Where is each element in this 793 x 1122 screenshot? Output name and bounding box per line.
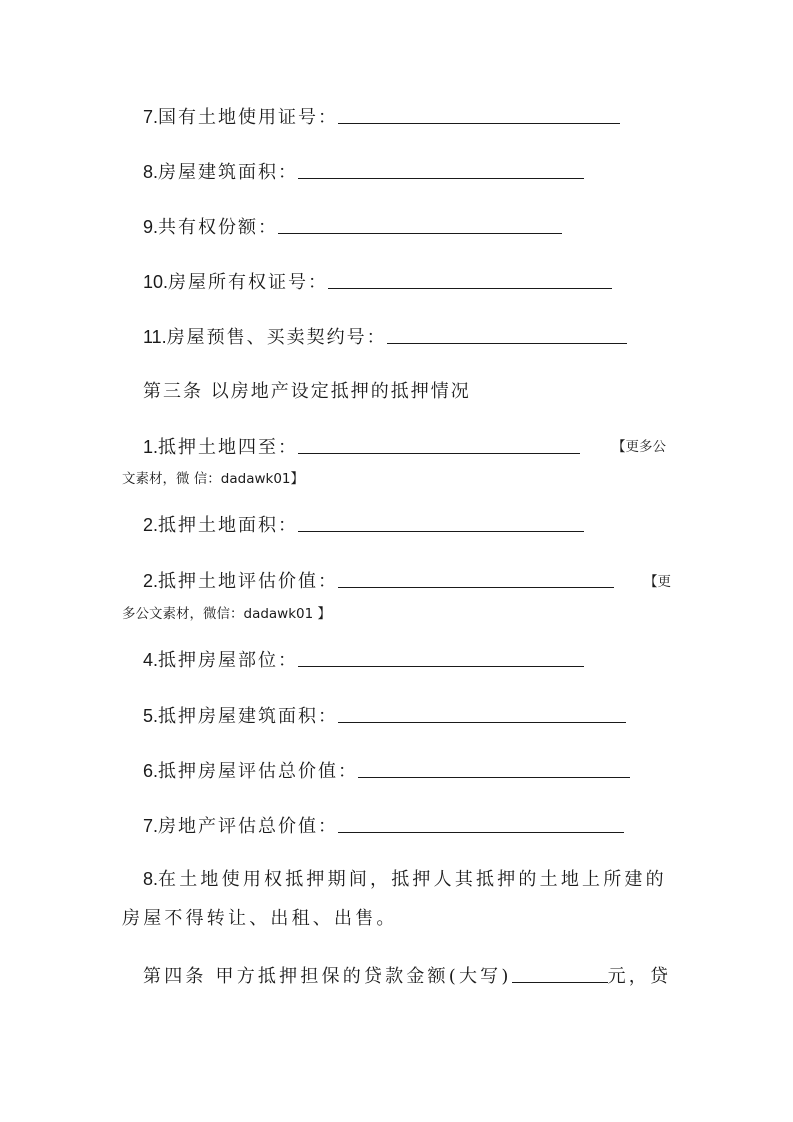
item-number: 11.	[143, 327, 167, 347]
item-label: 共有权份额：	[158, 217, 279, 238]
fill-in-blank[interactable]	[298, 435, 580, 454]
item-label: 抵押土地四至：	[158, 437, 299, 458]
fill-in-blank[interactable]	[338, 569, 614, 588]
article-heading	[143, 964, 671, 989]
promo-note: 【更	[644, 574, 671, 590]
item-number: 1.	[143, 437, 159, 457]
fill-in-blank[interactable]	[338, 105, 620, 124]
list-item	[143, 105, 620, 130]
item-label: 抵押房屋建筑面积：	[158, 706, 339, 727]
item-label: 抵押房屋部位：	[158, 650, 299, 671]
list-item	[143, 215, 562, 240]
item-label: 抵押土地评估价值：	[158, 571, 339, 592]
item-number: 7.	[143, 107, 159, 127]
item-number: 10.	[143, 272, 169, 292]
item-number: 2.	[143, 571, 159, 591]
article-heading: 第三条 以房地产设定抵押的抵押情况	[143, 381, 471, 402]
item-number: 8.	[143, 869, 159, 889]
fill-in-blank[interactable]	[278, 215, 562, 234]
item-label: 房屋所有权证号：	[168, 272, 329, 293]
item-label: 国有土地使用证号：	[158, 107, 339, 128]
item-number: 7.	[143, 816, 159, 836]
loan-amount-blank[interactable]	[512, 964, 608, 983]
list-item	[143, 435, 580, 460]
list-item	[143, 160, 584, 185]
promo-note: 【更多公	[612, 439, 666, 455]
fill-in-blank[interactable]	[328, 270, 612, 289]
item-number: 2.	[143, 515, 159, 535]
article-text: 第四条 甲方抵押担保的贷款金额(大写)	[143, 966, 512, 987]
promo-note: 文素材，微 信：dadawk01】	[122, 471, 305, 487]
list-item	[143, 648, 584, 673]
item-label: 抵押房屋评估总价值：	[158, 761, 359, 782]
paragraph-text: 在土地使用权抵押期间，抵押人其抵押的土地上所建的	[158, 869, 667, 890]
list-item	[143, 325, 627, 350]
item-number: 5.	[143, 706, 159, 726]
fill-in-blank[interactable]	[298, 513, 584, 532]
fill-in-blank[interactable]	[338, 814, 624, 833]
list-item	[143, 814, 624, 839]
item-number: 6.	[143, 761, 159, 781]
list-item	[143, 704, 626, 729]
item-number: 8.	[143, 162, 159, 182]
list-item	[143, 270, 612, 295]
list-item	[143, 569, 614, 594]
fill-in-blank[interactable]	[298, 648, 584, 667]
promo-note: 多公文素材，微信：dadawk01 】	[122, 606, 332, 622]
article-text-suffix: 元，贷	[607, 966, 672, 987]
fill-in-blank[interactable]	[298, 160, 584, 179]
item-label: 房屋预售、买卖契约号：	[166, 327, 387, 348]
item-label: 房屋建筑面积：	[158, 162, 299, 183]
paragraph-line	[143, 867, 667, 892]
fill-in-blank[interactable]	[358, 759, 630, 778]
item-number: 4.	[143, 650, 159, 670]
fill-in-blank[interactable]	[387, 325, 627, 344]
list-item	[143, 513, 584, 538]
paragraph-line: 房屋不得转让、出租、出售。	[122, 908, 398, 929]
item-label: 抵押土地面积：	[158, 515, 299, 536]
item-label: 房地产评估总价值：	[158, 816, 339, 837]
list-item	[143, 759, 630, 784]
fill-in-blank[interactable]	[338, 704, 626, 723]
item-number: 9.	[143, 217, 159, 237]
